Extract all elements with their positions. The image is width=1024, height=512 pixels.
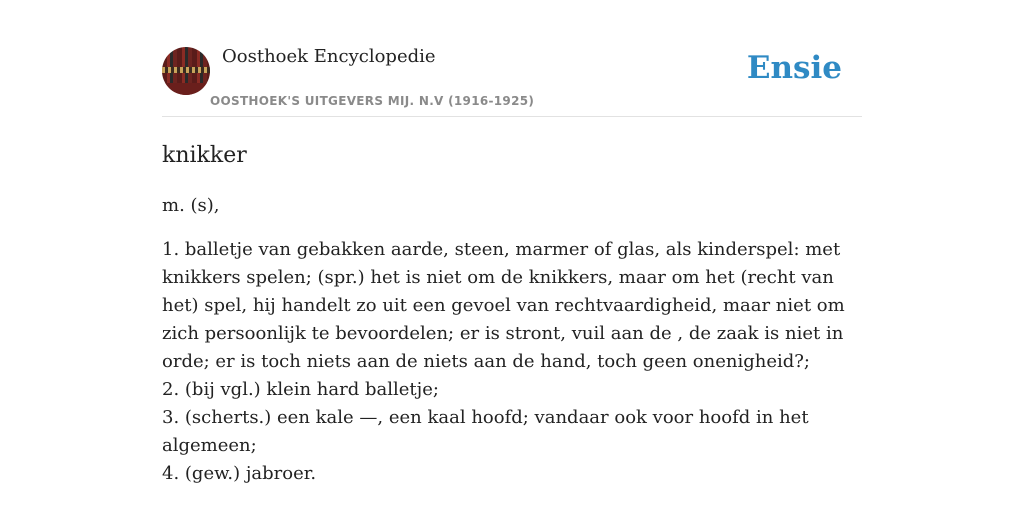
entry-grammar: m. (s), xyxy=(162,195,220,216)
definition-list xyxy=(162,236,862,488)
source-avatar[interactable] xyxy=(162,47,210,95)
entry-term: knikker xyxy=(162,143,247,168)
definition-item: 1. balletje van gebakken aarde, steen, marmer of glas, als kinderspel: met knikkers spelen; (spr.) het is niet om de knikkers, maar om het (recht van het) spel, hij handelt zo uit een gevoel van rechtvaardigheid, maar niet om zich persoonlijk te bevoordelen; er is stront, vuil aan de , de zaak is niet in orde; er is toch niets aan de niets aan de hand, toch geen onenigheid?; xyxy=(162,239,845,372)
site-title[interactable]: Oosthoek Encyclopedie xyxy=(222,46,436,67)
entry-card xyxy=(162,40,862,488)
definition-item: 2. (bij vgl.) klein hard balletje; xyxy=(162,379,439,400)
definition-item: 3. (scherts.) een kale —, een kaal hoofd; vandaar ook voor hoofd in het algemeen; xyxy=(162,407,809,456)
header xyxy=(162,40,862,117)
publisher-subtitle: OOSTHOEK'S UITGEVERS MIJ. N.V (1916-1925) xyxy=(210,94,535,108)
definition-item: 4. (gew.) jabroer. xyxy=(162,463,317,484)
brand-logo[interactable]: Ensie xyxy=(746,50,842,86)
